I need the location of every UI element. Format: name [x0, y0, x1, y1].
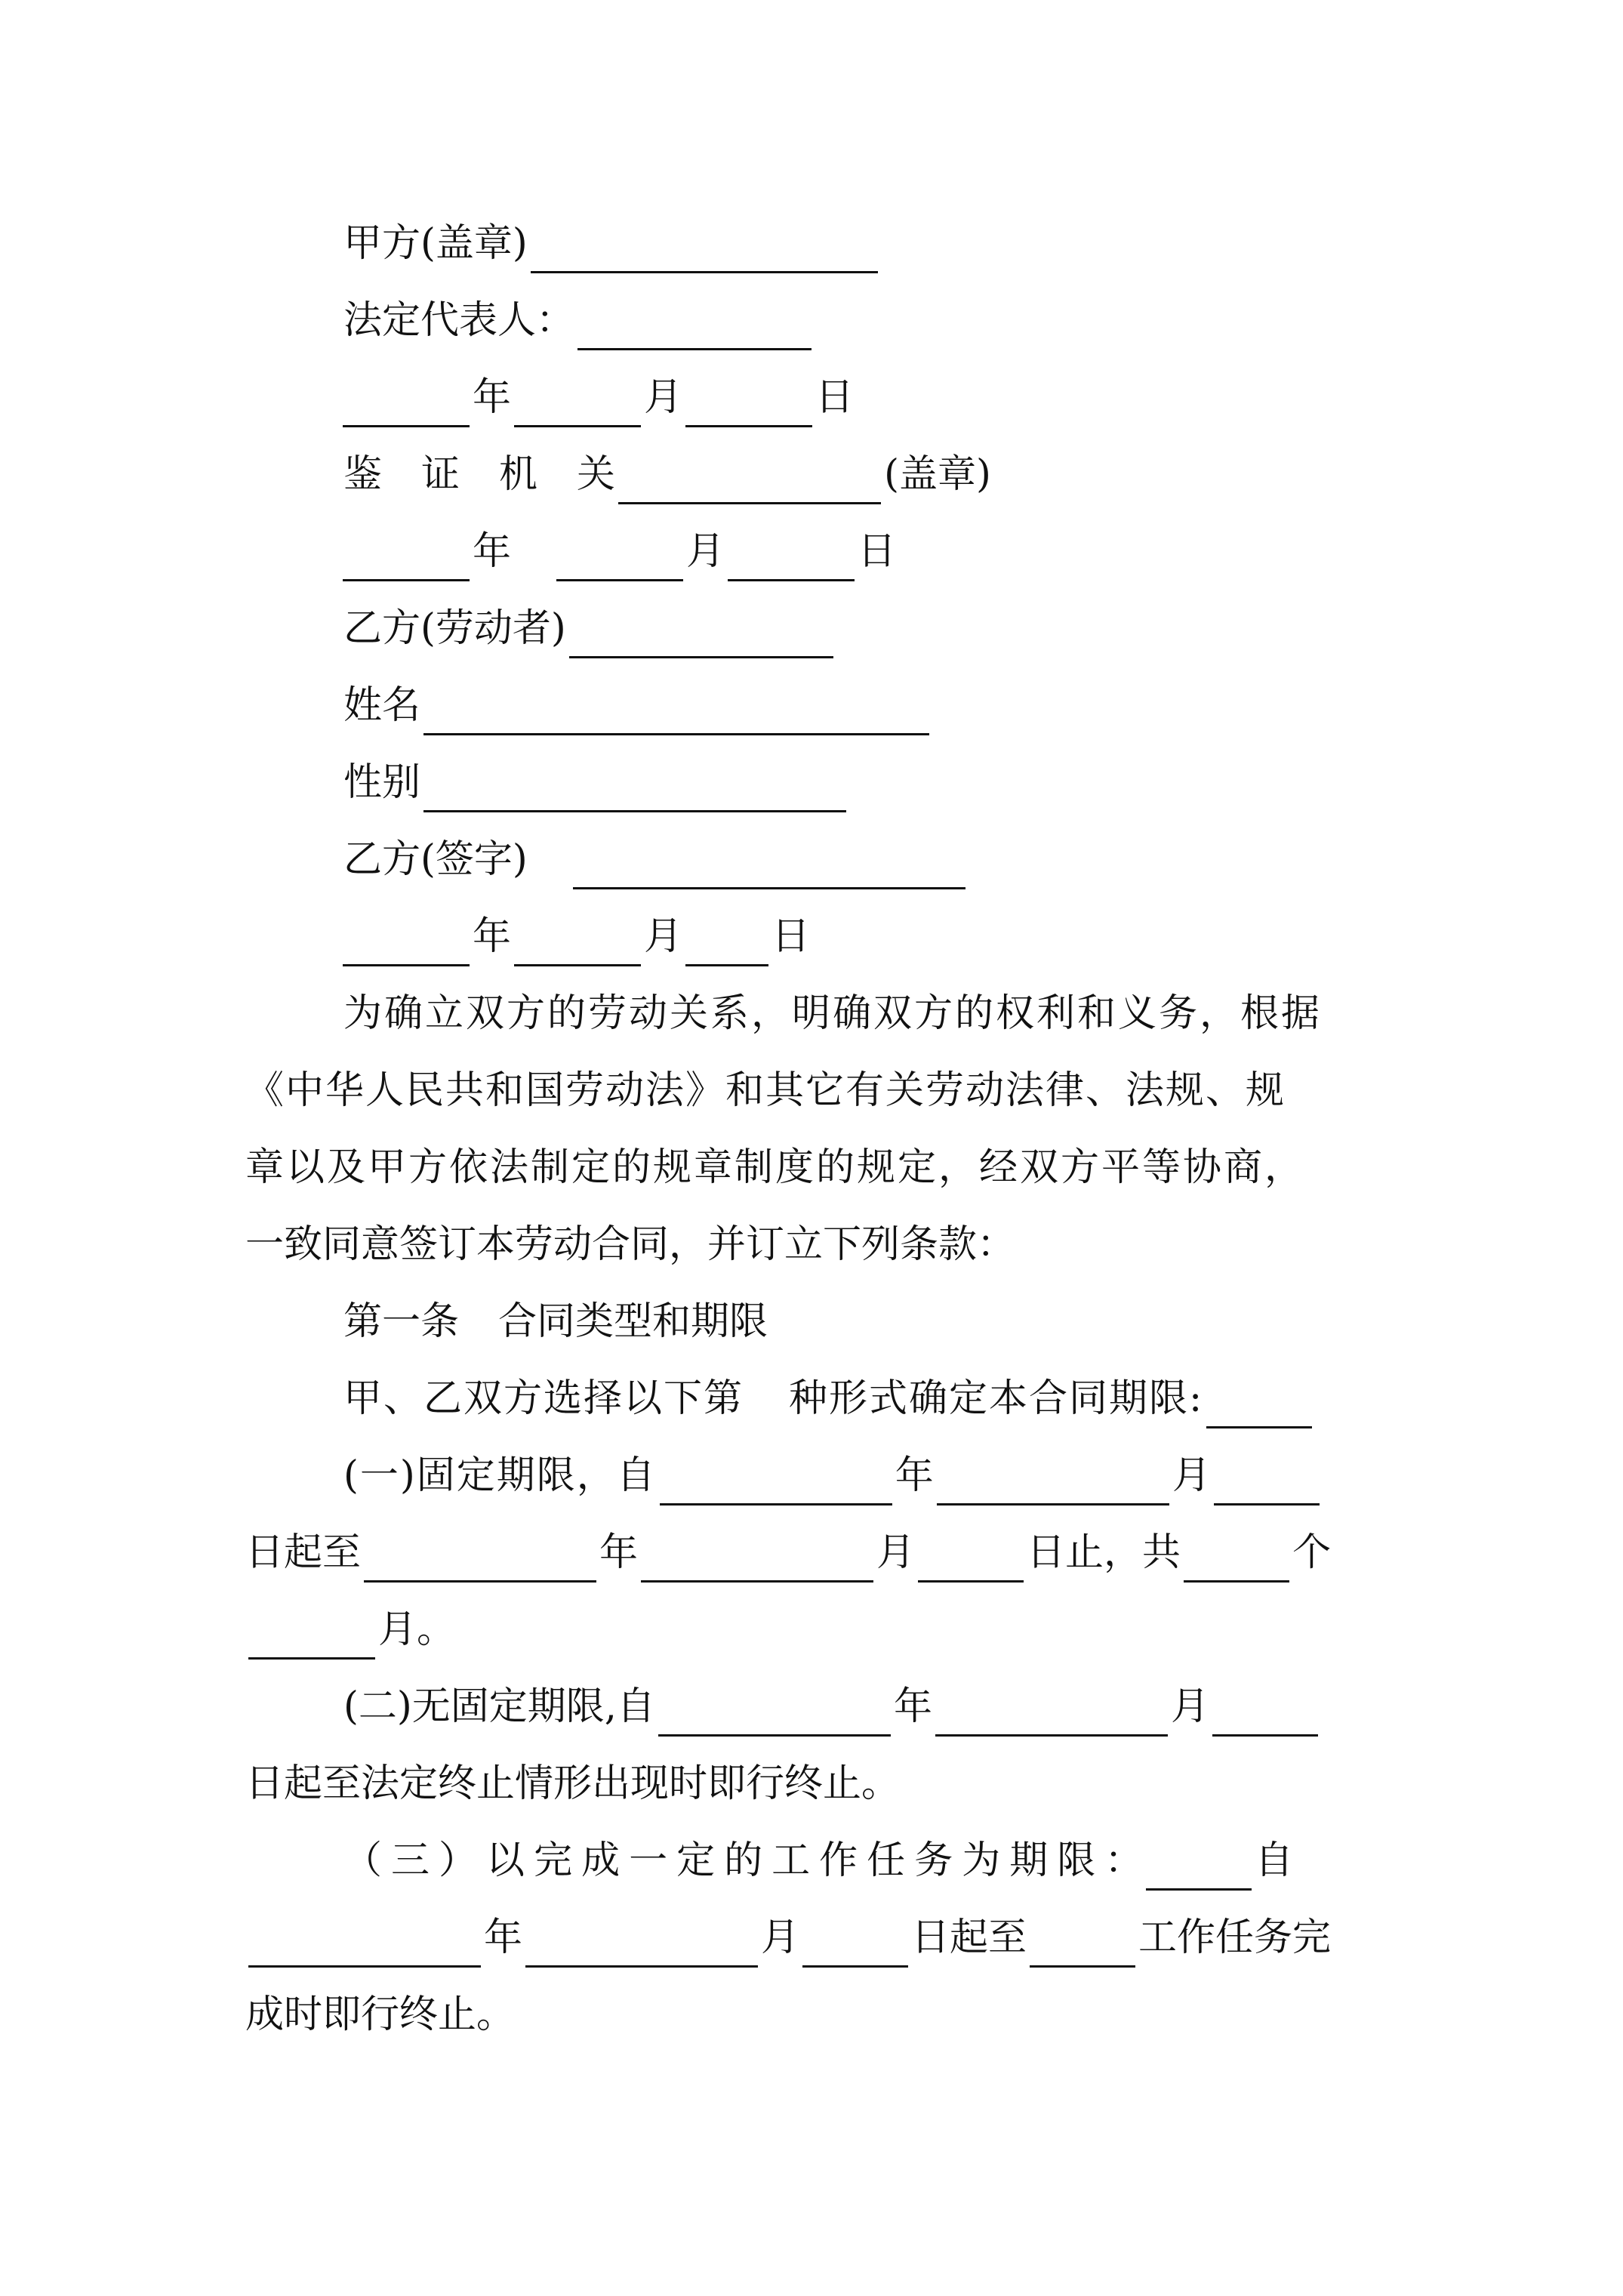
year-label: 年 [484, 1915, 523, 1960]
authority-field[interactable] [618, 466, 881, 504]
task-name-field[interactable] [1030, 1929, 1135, 1968]
task-prefix-char: 三 [391, 1838, 430, 1883]
open-term-text: 日起至法定终止情形出现时即行终止。 [245, 1761, 901, 1806]
task-prefix-char: ） [439, 1838, 478, 1883]
party-b-sign-label: 乙方(签字) [343, 837, 528, 882]
task-prefix-char: 完 [534, 1838, 573, 1883]
task-prefix-char: 务 [914, 1838, 953, 1883]
year-field[interactable] [658, 1698, 891, 1737]
month-label: 月 [876, 1530, 916, 1575]
year-field[interactable] [364, 1544, 596, 1583]
choose-form-text: 甲、乙双方选择以下第 [343, 1376, 744, 1421]
task-field[interactable] [1146, 1852, 1252, 1891]
year-field[interactable] [343, 928, 470, 966]
party-b-line [343, 590, 836, 666]
fixed-term-text: 日起至 [245, 1530, 362, 1575]
year-field[interactable] [248, 1929, 481, 1968]
month-field[interactable] [514, 928, 641, 966]
task-term-prefix [343, 1838, 1144, 1883]
legal-rep-line [343, 282, 815, 358]
task-prefix-char: 为 [962, 1838, 1001, 1883]
authority-char: 机 [499, 451, 538, 497]
day-field[interactable] [1214, 1467, 1320, 1505]
day-field[interactable] [685, 928, 768, 966]
task-text: 日起至 [911, 1915, 1027, 1960]
task-prefix-char: 作 [819, 1838, 858, 1883]
month-label: 月 [644, 914, 683, 959]
preamble-line-1 [343, 975, 1322, 1051]
task-prefix-char: 工 [771, 1838, 811, 1883]
preamble-line-2 [245, 1052, 1286, 1128]
task-prefix-char: 成 [581, 1838, 621, 1883]
party-b-field[interactable] [569, 620, 833, 658]
year-label: 年 [894, 1684, 933, 1729]
article-1-heading [343, 1284, 768, 1359]
task-prefix-char: 任 [867, 1838, 906, 1883]
fixed-term-line-2 [245, 1515, 1331, 1590]
day-field[interactable] [918, 1544, 1024, 1583]
task-text: 工作任务完 [1138, 1915, 1332, 1960]
party-a-seal-field[interactable] [531, 235, 878, 273]
task-prefix-char: （ [343, 1838, 383, 1883]
fixed-term-text: 月。 [378, 1607, 456, 1652]
name-field[interactable] [423, 697, 929, 735]
open-term-line-2 [245, 1746, 900, 1821]
fixed-term-prefix: (一)固定期限，自 [343, 1453, 657, 1498]
article-title: 合同类型和期限 [498, 1299, 768, 1344]
fixed-term-text: 日止，共 [1027, 1530, 1181, 1575]
preamble-text: 一致同意签订本劳动合同，并订立下列条款： [245, 1222, 1016, 1267]
year-label: 年 [599, 1530, 639, 1575]
choose-form-text: 种形式确定本合同期限: [789, 1376, 1204, 1421]
preamble-text: 章以及甲方依法制定的规章制度的规定，经双方平等协商， [245, 1145, 1306, 1190]
name-line [343, 667, 932, 743]
party-a-date-line [340, 359, 854, 435]
count-field[interactable] [1184, 1544, 1289, 1583]
authority-char: 证 [421, 451, 460, 497]
task-term-line-2 [245, 1900, 1331, 1975]
task-prefix-char: 的 [724, 1838, 763, 1883]
party-a-label: 甲方(盖章) [343, 220, 528, 266]
task-prefix-char: ： [1104, 1838, 1144, 1883]
party-b-label: 乙方(劳动者) [343, 606, 566, 651]
legal-rep-label: 法定代表人： [343, 297, 575, 343]
year-field[interactable] [343, 389, 470, 427]
month-label: 月 [1172, 1453, 1211, 1498]
choose-form-line [343, 1361, 1315, 1436]
day-field[interactable] [802, 1929, 908, 1968]
task-prefix-char: 一 [629, 1838, 668, 1883]
month-label: 月 [644, 374, 683, 420]
months-field[interactable] [248, 1621, 375, 1660]
authority-char: 鉴 [343, 451, 383, 497]
preamble-text: 为确立双方的劳动关系，明确双方的权利和义务，根据 [343, 991, 1323, 1036]
task-prefix-char: 定 [676, 1838, 716, 1883]
year-label: 年 [473, 374, 512, 420]
month-field[interactable] [937, 1467, 1169, 1505]
authority-date-line [340, 513, 896, 589]
day-field[interactable] [685, 389, 812, 427]
article-number: 第一条 [343, 1299, 460, 1344]
task-term-line-1 [343, 1823, 1293, 1898]
gender-line [343, 744, 849, 820]
name-label: 姓名 [343, 683, 421, 728]
day-label: 日 [858, 529, 897, 574]
year-field[interactable] [660, 1467, 892, 1505]
gender-label: 性别 [343, 760, 421, 805]
month-label: 月 [761, 1915, 800, 1960]
day-field[interactable] [1212, 1698, 1318, 1737]
authority-seal-label: (盖章) [884, 451, 991, 497]
task-text: 自 [1255, 1838, 1294, 1883]
month-field[interactable] [525, 1929, 758, 1968]
day-field[interactable] [728, 543, 855, 581]
day-label: 日 [815, 374, 855, 420]
open-term-line-1 [343, 1669, 1321, 1744]
preamble-line-4 [245, 1207, 1015, 1282]
day-label: 日 [771, 914, 811, 959]
month-label: 月 [686, 529, 725, 574]
task-prefix-char: 期 [1009, 1838, 1049, 1883]
authority-line [343, 436, 991, 512]
party-a-line [343, 205, 881, 281]
form-number-field[interactable] [1206, 1390, 1312, 1428]
year-field[interactable] [343, 543, 470, 581]
month-field[interactable] [641, 1544, 873, 1583]
task-prefix-char: 以 [486, 1838, 525, 1883]
year-label: 年 [473, 529, 512, 574]
authority-char: 关 [577, 451, 616, 497]
task-prefix-char: 限 [1057, 1838, 1096, 1883]
fixed-term-text: 个 [1292, 1530, 1332, 1575]
gender-field[interactable] [423, 774, 846, 812]
party-b-date-line [340, 898, 810, 974]
year-label: 年 [895, 1453, 934, 1498]
legal-rep-field[interactable] [577, 312, 812, 350]
party-b-sign-field[interactable] [573, 851, 965, 889]
month-field[interactable] [514, 389, 641, 427]
task-text: 成时即行终止。 [245, 1992, 516, 2037]
preamble-text: 《中华人民共和国劳动法》和其它有关劳动法律、法规、规 [245, 1068, 1286, 1113]
preamble-line-3 [245, 1130, 1305, 1205]
open-term-prefix: (二)无固定期限,自 [343, 1684, 656, 1729]
month-field[interactable] [556, 543, 683, 581]
year-label: 年 [473, 914, 512, 959]
party-b-sign-line [343, 821, 969, 897]
month-label: 月 [1171, 1684, 1210, 1729]
fixed-term-line-3 [245, 1592, 455, 1667]
task-term-line-3 [245, 1977, 515, 2052]
month-field[interactable] [935, 1698, 1168, 1737]
fixed-term-line-1 [343, 1438, 1323, 1513]
